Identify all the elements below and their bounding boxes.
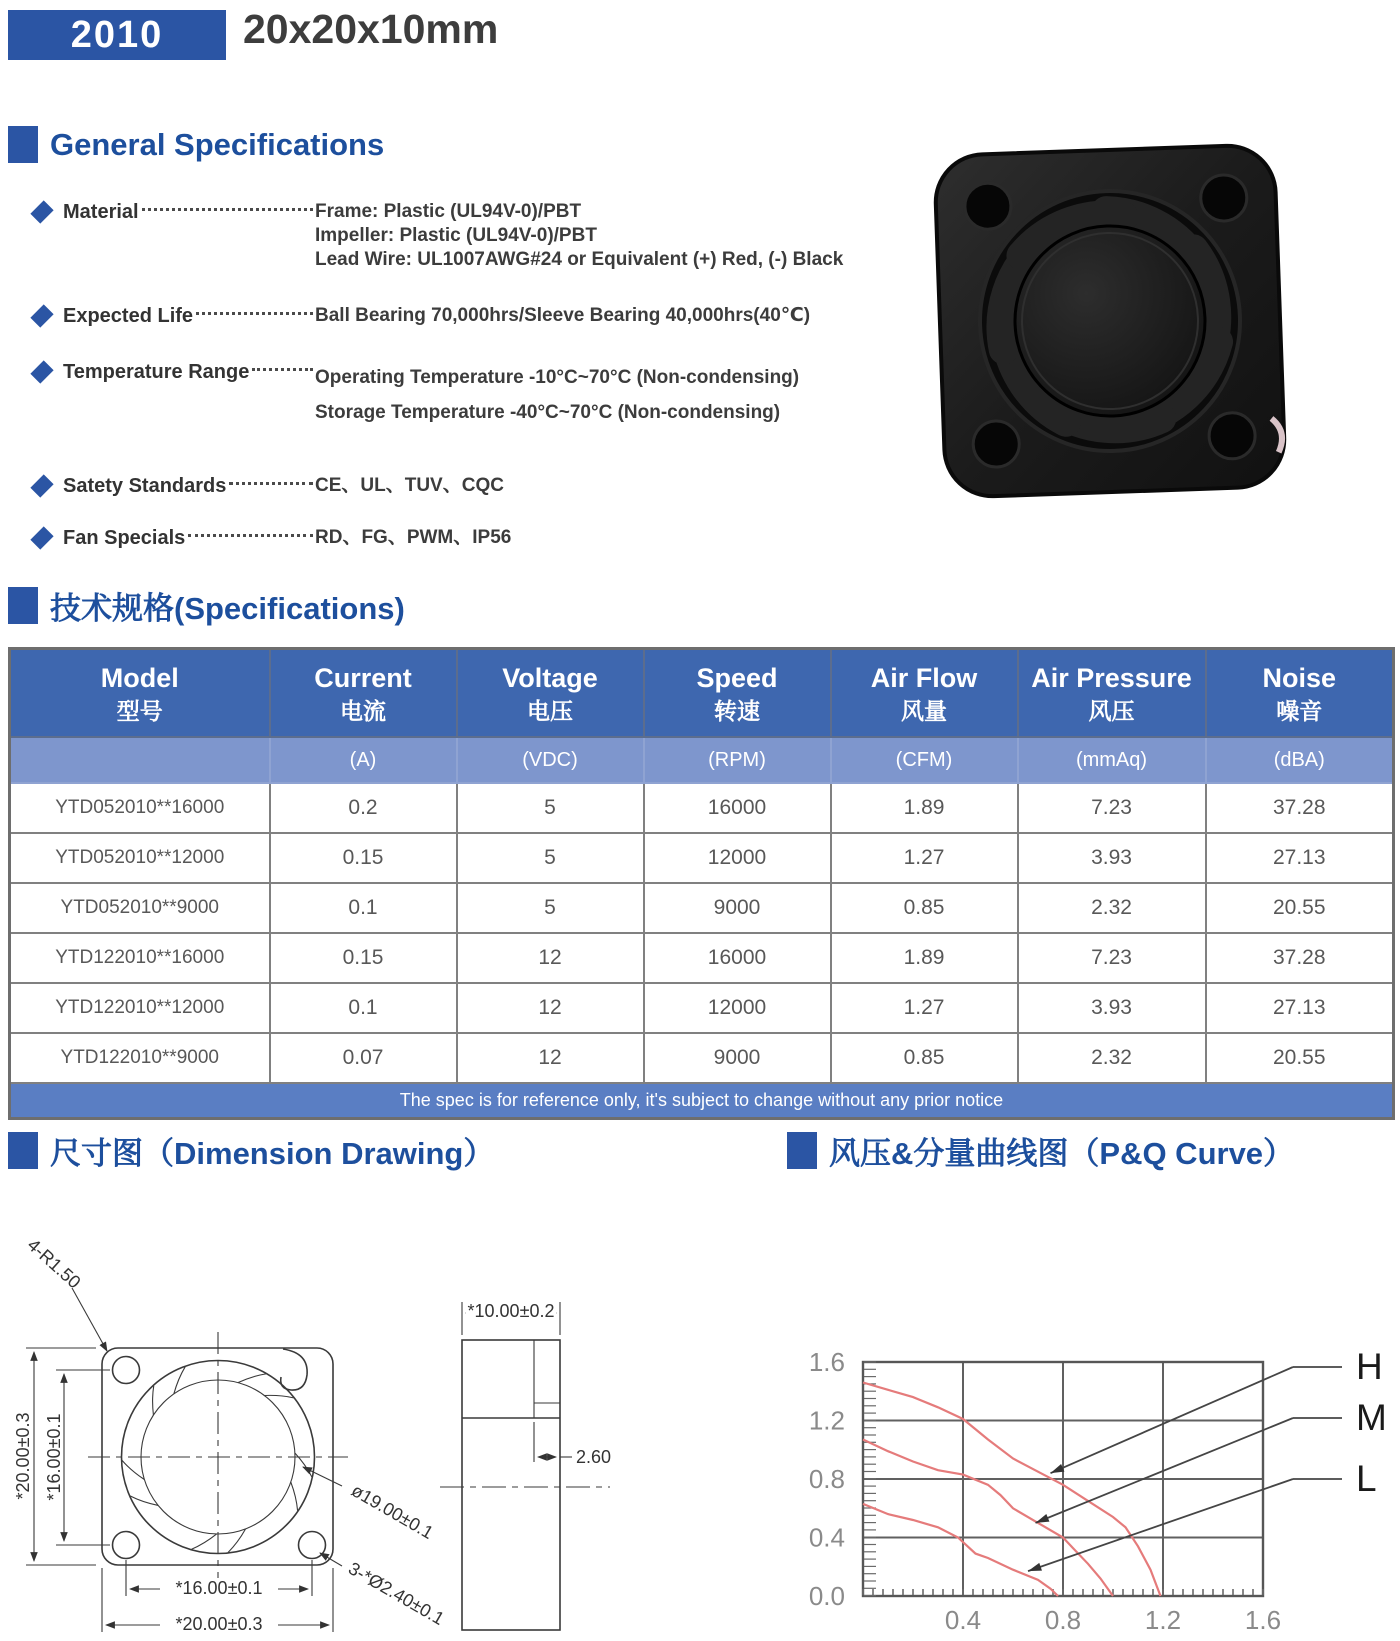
table-body bbox=[10, 737, 1394, 1119]
spec-label: Fan Specials bbox=[63, 527, 186, 549]
mount-hole bbox=[964, 182, 1012, 230]
table-cell: YTD122010**12000 bbox=[10, 983, 270, 1033]
column-header: Noise 噪音 bbox=[1206, 649, 1394, 738]
table-row bbox=[10, 933, 1394, 983]
dim-corner-radius: 4-R1.50 bbox=[23, 1234, 85, 1293]
dimension-heading bbox=[8, 1128, 494, 1173]
dim-width-holes: *16.00±0.1 bbox=[175, 1578, 263, 1598]
table-cell: 12000 bbox=[644, 983, 831, 1033]
y-tick-label: 0.8 bbox=[808, 1464, 845, 1494]
diamond-bullet-icon bbox=[30, 200, 53, 223]
table-cell: 12 bbox=[457, 1033, 644, 1083]
table-cell: 27.13 bbox=[1206, 833, 1394, 883]
blade-line bbox=[291, 1482, 298, 1511]
table-cell: 2.32 bbox=[1018, 883, 1206, 933]
spec-row bbox=[35, 474, 915, 498]
table-cell: 12 bbox=[457, 933, 644, 983]
table-cell: 12 bbox=[457, 983, 644, 1033]
unit-cell: (mmAq) bbox=[1018, 737, 1206, 783]
section-marker bbox=[8, 587, 38, 624]
table-cell: 0.07 bbox=[270, 1033, 457, 1083]
dotted-leader bbox=[252, 360, 313, 371]
diamond-bullet-icon bbox=[30, 526, 53, 549]
dim-impeller-dia: ø19.00±0.1 bbox=[348, 1480, 437, 1543]
series-label-H: H bbox=[1356, 1346, 1383, 1387]
table-header-row bbox=[10, 649, 1394, 738]
table-cell: 9000 bbox=[644, 883, 831, 933]
table-cell: 5 bbox=[457, 883, 644, 933]
pq-heading bbox=[787, 1128, 1294, 1173]
diamond-bullet-icon bbox=[30, 304, 53, 327]
pq-chart bbox=[760, 1220, 1400, 1641]
spec-row bbox=[35, 526, 915, 550]
blade-line bbox=[264, 1395, 293, 1398]
dim-height-holes: *16.00±0.1 bbox=[44, 1413, 64, 1501]
y-tick-label: 1.6 bbox=[808, 1347, 845, 1377]
spec-value-line: Storage Temperature -40°C~70°C (Non-condensing) bbox=[315, 402, 781, 423]
spec-value-line: CE、UL、TUV、CQC bbox=[315, 475, 504, 496]
table-cell: 0.15 bbox=[270, 833, 457, 883]
page-title: 20x20x10mm bbox=[243, 6, 499, 52]
table-row bbox=[10, 983, 1394, 1033]
general-specs-list bbox=[35, 200, 915, 576]
dotted-leader bbox=[229, 474, 313, 485]
table-row bbox=[10, 883, 1394, 933]
table-cell: 37.28 bbox=[1206, 933, 1394, 983]
wire-clip-feature bbox=[281, 1349, 307, 1390]
table-cell: 7.23 bbox=[1018, 933, 1206, 983]
spec-row bbox=[35, 360, 915, 430]
table-cell: 1.89 bbox=[831, 933, 1018, 983]
dotted-leader bbox=[196, 304, 313, 315]
spec-values bbox=[315, 304, 810, 328]
x-tick-label: 1.6 bbox=[1244, 1605, 1282, 1635]
column-header: Current 电流 bbox=[270, 649, 457, 738]
dim-hole-dia: 3-*Ø2.40±0.1 bbox=[345, 1558, 448, 1629]
table-cell: 3.93 bbox=[1018, 983, 1206, 1033]
table-row bbox=[10, 783, 1394, 833]
series-label-M: M bbox=[1356, 1397, 1387, 1438]
spec-value-line: Lead Wire: UL1007AWG#24 or Equivalent (+) Red, (-) Black bbox=[315, 249, 844, 270]
y-tick-label: 0.0 bbox=[808, 1581, 845, 1611]
table-cell: 12000 bbox=[644, 833, 831, 883]
leader-arrowhead bbox=[1028, 1563, 1042, 1571]
diamond-bullet-icon bbox=[30, 474, 53, 497]
table-cell: 1.89 bbox=[831, 783, 1018, 833]
model-code-badge bbox=[8, 10, 226, 60]
table-cell: 3.93 bbox=[1018, 833, 1206, 883]
spec-value-line: Impeller: Plastic (UL94V-0)/PBT bbox=[315, 225, 597, 246]
x-tick-label: 0.8 bbox=[1044, 1605, 1082, 1635]
section-marker bbox=[8, 1132, 38, 1169]
table-cell: YTD052010**12000 bbox=[10, 833, 270, 883]
section-marker bbox=[787, 1132, 817, 1169]
table-cell: YTD052010**16000 bbox=[10, 783, 270, 833]
blade-line bbox=[153, 1386, 154, 1415]
unit-cell: (dBA) bbox=[1206, 737, 1394, 783]
column-header: Air Pressure 风压 bbox=[1018, 649, 1206, 738]
diamond-bullet-icon bbox=[30, 360, 53, 383]
table-cell: 0.15 bbox=[270, 933, 457, 983]
spec-row bbox=[35, 304, 915, 328]
column-header: Model 型号 bbox=[10, 649, 270, 738]
table-cell: YTD122010**9000 bbox=[10, 1033, 270, 1083]
table-cell: 27.13 bbox=[1206, 983, 1394, 1033]
y-tick-label: 1.2 bbox=[808, 1405, 845, 1436]
spec-table-heading bbox=[8, 583, 405, 628]
table-row bbox=[10, 833, 1394, 883]
y-tick-label: 0.4 bbox=[808, 1522, 845, 1553]
spec-values bbox=[315, 200, 843, 272]
column-header: Air Flow 风量 bbox=[831, 649, 1018, 738]
table-cell: 0.85 bbox=[831, 883, 1018, 933]
side-view bbox=[440, 1301, 611, 1630]
leader-line bbox=[1036, 1418, 1294, 1523]
section-title: General Specifications bbox=[50, 126, 385, 162]
dim-height-outer: *20.00±0.3 bbox=[13, 1412, 33, 1500]
column-header: Voltage 电压 bbox=[457, 649, 644, 738]
general-specs-heading bbox=[8, 126, 384, 163]
table-cell: 20.55 bbox=[1206, 883, 1394, 933]
blade-line bbox=[192, 1534, 217, 1549]
fan-product-photo bbox=[930, 138, 1290, 504]
spec-label: Expected Life bbox=[63, 305, 194, 327]
table-cell: YTD122010**16000 bbox=[10, 933, 270, 983]
section-title: 技术规格(Specifications) bbox=[50, 591, 405, 626]
spec-value-line: Frame: Plastic (UL94V-0)/PBT bbox=[315, 201, 582, 222]
table-cell: 0.85 bbox=[831, 1033, 1018, 1083]
table-cell: 20.55 bbox=[1206, 1033, 1394, 1083]
mount-hole bbox=[1208, 412, 1256, 460]
dim-depth: *10.00±0.2 bbox=[467, 1301, 555, 1321]
units-row bbox=[10, 737, 1394, 783]
table-footnote-row bbox=[10, 1083, 1394, 1119]
mount-hole bbox=[1200, 174, 1248, 222]
dimension-drawing bbox=[0, 1200, 760, 1641]
blade-line bbox=[238, 1374, 266, 1383]
table-footnote: The spec is for reference only, it's subject to change without any prior notice bbox=[10, 1083, 1394, 1119]
unit-cell: (RPM) bbox=[644, 737, 831, 783]
spec-label: Material bbox=[63, 201, 139, 223]
series-label-L: L bbox=[1356, 1458, 1377, 1499]
front-view bbox=[12, 1235, 448, 1634]
spec-values bbox=[315, 526, 511, 550]
spec-value-line: Operating Temperature -10°C~70°C (Non-condensing) bbox=[315, 367, 800, 388]
spec-table bbox=[8, 647, 1395, 1120]
model-code: 2010 bbox=[70, 13, 164, 56]
spec-label: Satety Standards bbox=[63, 475, 227, 497]
table-cell: 16000 bbox=[644, 933, 831, 983]
mount-hole bbox=[972, 420, 1020, 468]
spec-values bbox=[315, 474, 504, 498]
section-title: 风压&分量曲线图（P&Q Curve） bbox=[829, 1136, 1295, 1171]
spec-value-line: RD、FG、PWM、IP56 bbox=[315, 527, 512, 548]
x-tick-label: 1.2 bbox=[1144, 1605, 1182, 1635]
column-header: Speed 转速 bbox=[644, 649, 831, 738]
leader-arrowhead bbox=[1036, 1514, 1050, 1523]
table-cell: 1.27 bbox=[831, 833, 1018, 883]
section-title: 尺寸图（Dimension Drawing） bbox=[50, 1136, 495, 1171]
spec-label: Temperature Range bbox=[63, 361, 250, 383]
unit-cell bbox=[10, 737, 270, 783]
dotted-leader bbox=[142, 200, 313, 211]
spec-values bbox=[315, 360, 799, 430]
table-cell: 7.23 bbox=[1018, 783, 1206, 833]
table-cell: 16000 bbox=[644, 783, 831, 833]
spec-row bbox=[35, 200, 915, 272]
table-cell: YTD052010**9000 bbox=[10, 883, 270, 933]
leader-line bbox=[1028, 1479, 1293, 1571]
table-cell: 9000 bbox=[644, 1033, 831, 1083]
table-cell: 37.28 bbox=[1206, 783, 1394, 833]
dim-width-outer: *20.00±0.3 bbox=[175, 1614, 263, 1634]
table-cell: 5 bbox=[457, 833, 644, 883]
table-cell: 5 bbox=[457, 783, 644, 833]
dotted-leader bbox=[188, 526, 313, 537]
section-marker bbox=[8, 126, 38, 163]
table-cell: 0.1 bbox=[270, 883, 457, 933]
table-cell: 0.2 bbox=[270, 783, 457, 833]
x-tick-label: 0.4 bbox=[944, 1605, 982, 1635]
unit-cell: (VDC) bbox=[457, 737, 644, 783]
unit-cell: (A) bbox=[270, 737, 457, 783]
unit-cell: (CFM) bbox=[831, 737, 1018, 783]
dim-hub-offset: 2.60 bbox=[576, 1447, 612, 1467]
spec-value-line: Ball Bearing 70,000hrs/Sleeve Bearing 40,000hrs(40℃) bbox=[315, 305, 811, 326]
table-cell: 0.1 bbox=[270, 983, 457, 1033]
table-cell: 2.32 bbox=[1018, 1033, 1206, 1083]
table-row bbox=[10, 1033, 1394, 1083]
table-cell: 1.27 bbox=[831, 983, 1018, 1033]
